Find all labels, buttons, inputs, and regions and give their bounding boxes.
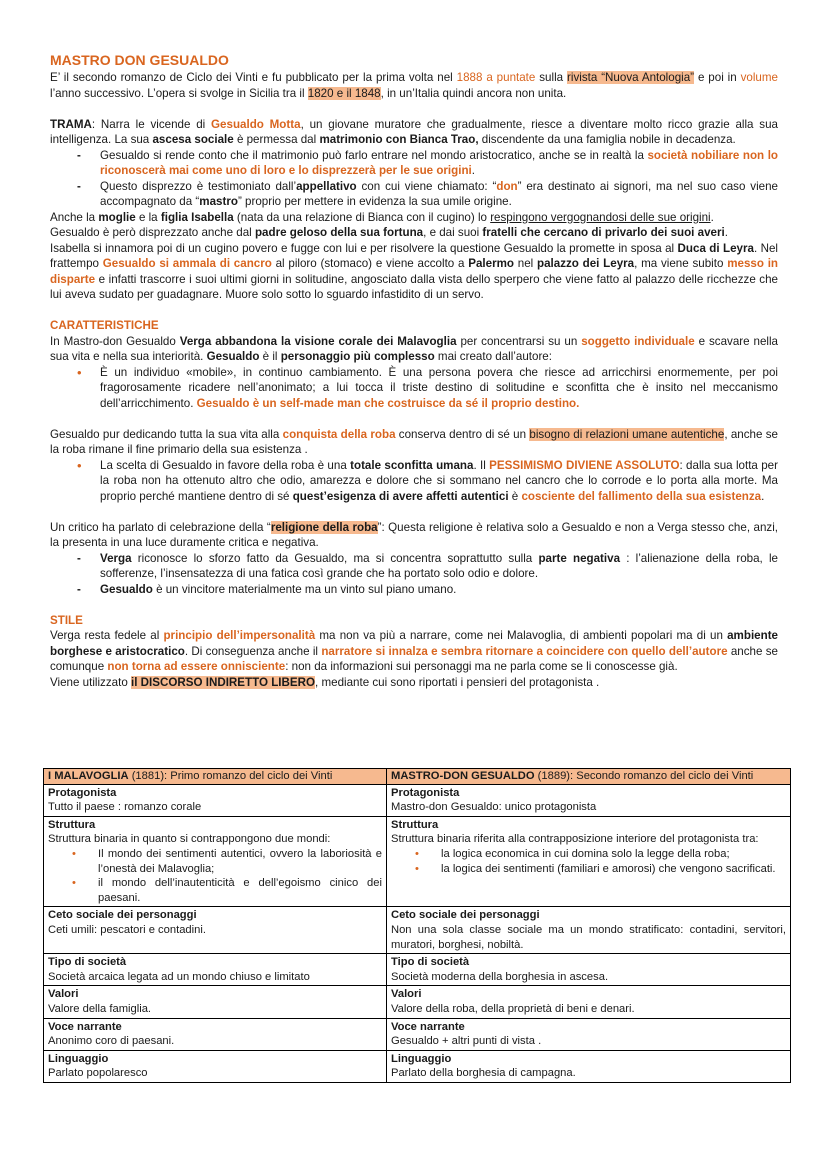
- table-cell: [387, 1018, 791, 1050]
- cell-list: [391, 847, 786, 876]
- caratteristiche-paragraph: [50, 520, 778, 551]
- bold-text: personaggio più complesso: [280, 350, 435, 363]
- highlight: non torna ad essere onnisciente: [107, 660, 286, 673]
- intro-text: sulla: [535, 71, 568, 84]
- table-cell: [44, 784, 387, 816]
- table-row: [44, 907, 791, 954]
- cell-text: Mastro-don Gesualdo: unico protagonista: [391, 801, 597, 814]
- trama-label: TRAMA: [50, 117, 92, 131]
- trama-bullet-list: [50, 148, 778, 210]
- table-header-right: [387, 769, 791, 785]
- table-header-left: [44, 769, 387, 785]
- intro-text: e poi in: [694, 71, 741, 84]
- intro-paragraph: [50, 70, 778, 101]
- highlight: società nobiliare non lo riconoscerà mai come uno di loro e lo disprezzerà per le sue origini: [100, 148, 778, 177]
- row-label: Ceto sociale dei personaggi: [391, 909, 540, 922]
- highlight: conquista della roba: [282, 427, 396, 441]
- table-row: [44, 1018, 791, 1050]
- table-cell: [44, 816, 387, 907]
- cell-text: Valore della famiglia.: [48, 1002, 152, 1015]
- caratteristiche-bullet: [50, 365, 778, 412]
- cell-text: Ceti umili: pescatori e contadini.: [48, 923, 206, 936]
- text: : Narra le vicende di: [91, 117, 212, 131]
- highlight: il DISCORSO INDIRETTO LIBERO: [131, 675, 316, 689]
- cell-text: Struttura binaria in quanto si contrappongono due mondi:: [48, 833, 331, 846]
- intro-volume-highlight: volume: [740, 71, 778, 84]
- caratteristiche-bullet-list: [50, 365, 778, 412]
- row-label: Struttura: [48, 818, 96, 831]
- text: , anche se la roba rimane il fine primario della sua esistenza .: [50, 427, 778, 456]
- intro-text: , in un’Italia quindi ancora non unita.: [380, 86, 567, 100]
- table-cell: [44, 954, 387, 986]
- row-label: Voce narrante: [48, 1020, 122, 1033]
- row-label: Ceto sociale dei personaggi: [48, 909, 197, 922]
- text: : non da informazioni sui personaggi ma ne parla come se li conoscesse già.: [285, 660, 678, 673]
- comparison-table: [43, 768, 791, 1083]
- cell-text: Valore della roba, della proprietà di beni e denari.: [391, 1002, 635, 1015]
- text: (1881): Primo romanzo del ciclo dei Vinti: [128, 770, 333, 782]
- text: riconosce lo sforzo fatto da Gesualdo, ma si concentra soprattutto sulla: [131, 551, 539, 565]
- text: Questo disprezzo è testimoniato dall’: [100, 179, 297, 193]
- bold-text: ambiente borghese e aristocratico: [50, 629, 779, 658]
- cell-text: Parlato della borghesia di campagna.: [391, 1067, 576, 1080]
- text: , e dai suoi: [423, 226, 483, 239]
- caratteristiche-bullet-list: [50, 458, 778, 505]
- intro-date-highlight: 1888 a puntate: [456, 71, 536, 84]
- text: . Di conseguenza anche il: [184, 644, 322, 658]
- text: In Mastro-don Gesualdo: [50, 334, 180, 348]
- highlight: principio dell’impersonalità: [163, 629, 316, 642]
- text: è: [508, 489, 522, 503]
- cell-text: Parlato popolaresco: [48, 1067, 148, 1080]
- table-cell: [44, 1050, 387, 1082]
- cell-text: Non una sola classe sociale ma un mondo stratificato: contadini, servitori, muratori, borghesi, nobiltà.: [391, 923, 786, 951]
- bold-text: I MALAVOGLIA: [48, 770, 129, 782]
- text: , mediante cui sono riportati i pensieri del protagonista .: [315, 675, 600, 689]
- intro-text: E’ il secondo romanzo de Ciclo dei Vinti e fu pubblicato per la prima volta nel: [50, 71, 457, 84]
- text: ” proprio per mettere in evidenza la sua umile origine.: [237, 195, 512, 208]
- row-label: Protagonista: [48, 786, 117, 799]
- highlight: narratore si innalza e sembra ritornare a coincidere con quello dell’autore: [321, 644, 728, 658]
- text: La scelta di Gesualdo in favore della roba è una: [100, 458, 351, 472]
- trama-paragraph: [50, 210, 778, 226]
- table-cell: [387, 816, 791, 907]
- highlight: cosciente del fallimento della sua esistenza: [521, 489, 762, 503]
- bold-text: Duca di Leyra: [677, 241, 754, 255]
- cell-text: Struttura binaria riferita alla contrapposizione interiore del protagonista tra:: [391, 833, 759, 846]
- row-label: Valori: [48, 988, 79, 1001]
- table-cell: [44, 1018, 387, 1050]
- row-label: Valori: [391, 988, 422, 1001]
- text: , un giovane muratore che gradualmente, riesce a diventare molto ricco grazie alla sua intelligenza. La sua: [50, 117, 778, 146]
- intro-text: l’anno successivo. L’opera si svolge in Sicilia tra il: [50, 86, 308, 100]
- highlight: Gesualdo è un self-made man che costruisce da sé il proprio destino.: [196, 396, 580, 410]
- text: Anche la: [50, 210, 99, 224]
- trama-bullet: [50, 179, 778, 210]
- text: e scavare nella sua vita e nella sua interiorità.: [50, 334, 778, 363]
- trama-paragraph: [50, 225, 778, 241]
- document-page: [50, 52, 778, 690]
- highlight: don: [496, 179, 518, 193]
- cell-text: Tutto il paese : romanzo corale: [48, 801, 202, 814]
- text: anche se comunque: [50, 644, 778, 673]
- cell-text: Società moderna della borghesia in ascesa.: [391, 970, 609, 983]
- bold-text: Palermo: [468, 257, 514, 270]
- text: È un individuo «mobile», in continuo cambiamento. È una persona povera che riesce ad arricchirsi enormemente, per poi fragorosamente ricadere nell’anonimato; a lui tocca il triste destino di solitudine e sconfitta che è insito nel meccanismo dell’arricchimento.: [100, 365, 778, 410]
- bold-text: mastro: [199, 195, 238, 208]
- table-row: [44, 986, 791, 1018]
- table-row: [44, 784, 791, 816]
- caratteristiche-paragraph: [50, 334, 778, 365]
- text: è il: [259, 350, 281, 363]
- bold-text: parte negativa: [538, 551, 621, 565]
- cell-text: Società arcaica legata ad un mondo chiuso e limitato: [48, 970, 310, 983]
- highlight: religione della roba: [270, 520, 378, 534]
- caratteristiche-dash-list: [50, 551, 778, 598]
- intro-magazine-highlight: rivista “Nuova Antologia”: [567, 71, 695, 84]
- bold-text: Gesualdo: [206, 350, 260, 363]
- row-label: Tipo di società: [391, 956, 470, 969]
- text: conserva dentro di sé un: [395, 427, 530, 441]
- table-cell: [44, 986, 387, 1018]
- text: nel: [514, 257, 538, 270]
- highlight: soggetto individuale: [581, 334, 695, 348]
- text: e infatti trascorre i suoi ultimi giorni in solitudine, angosciato dalla vista dello sperpero che viene fatto al palazzo delle ricchezze che lui aveva sudato per guadagnare. Muore solo sotto lo sguardo infastidito di un servo.: [50, 272, 778, 301]
- text: ” era destinato ai signori, ma nel suo caso viene accompagnato da “: [100, 179, 778, 208]
- underlined-text: respingono vergognandosi delle sue origini: [490, 210, 711, 224]
- text: per concentrarsi su un: [456, 334, 582, 348]
- list-item: • la logica dei sentimenti (familiari e amorosi) che vengono sacrificati.: [391, 862, 786, 877]
- highlight: messo in disparte: [50, 257, 778, 286]
- stile-paragraph: [50, 628, 778, 675]
- text: .: [710, 210, 714, 224]
- cell-list: [48, 847, 382, 905]
- text: Verga resta fedele al: [50, 629, 164, 642]
- table-cell: [387, 986, 791, 1018]
- text: (nata da una relazione di Bianca con il cugino) lo: [233, 210, 491, 224]
- text: .: [724, 226, 728, 239]
- bold-text: quest’esigenza di avere affetti autentici: [292, 489, 509, 503]
- cell-text: Anonimo coro di paesani.: [48, 1035, 175, 1048]
- row-label: Voce narrante: [391, 1020, 465, 1033]
- text: ”: Questa religione è relativa solo a Gesualdo e non a Verga stesso che, anzi, la presenta in una luce duramente critica e negativa.: [50, 520, 778, 549]
- table-cell: [387, 907, 791, 954]
- text: Gesualdo è però disprezzato anche dal: [50, 226, 255, 239]
- caratteristiche-dash-item: [50, 582, 778, 598]
- text: Viene utilizzato: [50, 675, 131, 689]
- row-label: Struttura: [391, 818, 439, 831]
- bold-text: MASTRO-DON GESUALDO: [391, 770, 535, 782]
- bold-text: Verga abbandona la visione corale dei Malavoglia: [179, 334, 457, 348]
- text: Isabella si innamora poi di un cugino povero e fugge con lui e per risolvere la questione Gesualdo la promette in sposa al: [50, 241, 678, 255]
- text: ma non va più a narrare, come nei Malavoglia, di ambienti popolari ma di un: [315, 629, 728, 642]
- cell-text: Gesualdo + altri punti di vista .: [391, 1035, 542, 1048]
- bold-text: totale sconfitta umana: [350, 458, 474, 472]
- text: : l’alienazione della roba, le sofferenze, l’insensatezza di una fatica così grande che ha portato solo odio e dolore.: [100, 551, 778, 580]
- table-cell: [44, 907, 387, 954]
- text: . Il: [473, 458, 490, 472]
- trama-paragraph: [50, 241, 778, 303]
- text: e la: [135, 210, 161, 224]
- trama-bullet: [50, 148, 778, 179]
- row-label: Linguaggio: [391, 1052, 452, 1065]
- text: è permessa dal: [233, 133, 320, 146]
- text: mai creato dall’autore:: [434, 350, 552, 363]
- text: .: [471, 164, 475, 177]
- stile-heading: STILE: [50, 613, 83, 627]
- stile-paragraph: [50, 675, 778, 691]
- text: con cui viene chiamato: “: [356, 179, 497, 193]
- list-item: • la logica economica in cui domina solo la legge della roba;: [391, 847, 786, 862]
- text: .: [761, 489, 765, 503]
- text: discendente da una famiglia nobile in decadenza.: [478, 133, 736, 146]
- caratteristiche-paragraph: [50, 427, 778, 458]
- bold-text: matrimonio con Bianca Trao,: [319, 133, 479, 146]
- bold-text: fratelli che cercano di privarlo dei suoi averi: [482, 226, 725, 239]
- document-title: MASTRO DON GESUALDO: [50, 52, 229, 68]
- highlight: bisogno di relazioni umane autentiche: [529, 427, 725, 441]
- text: Gesualdo pur dedicando tutta la sua vita alla: [50, 427, 283, 441]
- highlight: Gesualdo Motta: [211, 117, 301, 131]
- highlight: PESSIMISMO DIVIENE ASSOLUTO: [489, 458, 680, 472]
- table-header-row: [44, 769, 791, 785]
- trama-paragraph: [50, 117, 778, 148]
- text: : dalla sua lotta per la roba non ha ottenuto altro che odio, amarezza e dolore che si sommano nel cancro che lo corrode e lo porta alla morte. Ma proprio perché mantiene dentro di sé: [100, 458, 778, 503]
- intro-years-highlight: 1820 e il 1848: [307, 86, 381, 100]
- row-label: Protagonista: [391, 786, 460, 799]
- caratteristiche-dash-item: [50, 551, 778, 582]
- bold-text: Verga: [100, 551, 132, 565]
- caratteristiche-bullet: [50, 458, 778, 505]
- bold-text: Gesualdo: [100, 582, 153, 596]
- bold-text: appellativo: [296, 179, 357, 193]
- list-item: • il mondo dell’inautenticità e dell’egoismo cinico dei paesani.: [48, 876, 382, 905]
- row-label: Linguaggio: [48, 1052, 109, 1065]
- bold-text: moglie: [98, 210, 136, 224]
- table-cell: [387, 954, 791, 986]
- bold-text: palazzo dei Leyra: [537, 257, 635, 270]
- table-row: [44, 816, 791, 907]
- bold-text: ascesa sociale: [152, 133, 234, 146]
- table-row: [44, 954, 791, 986]
- table-cell: [387, 1050, 791, 1082]
- row-label: Tipo di società: [48, 956, 127, 969]
- text: Un critico ha parlato di celebrazione della “: [50, 520, 271, 534]
- text: è un vincitore materialmente ma un vinto sul piano umano.: [152, 582, 457, 596]
- caratteristiche-heading: CARATTERISTICHE: [50, 319, 159, 332]
- text: , ma viene subito: [634, 257, 728, 270]
- bold-text: padre geloso della sua fortuna: [254, 226, 424, 239]
- table-row: [44, 1050, 791, 1082]
- text: al piloro (stomaco) e viene accolto a: [271, 257, 469, 270]
- list-item: • Il mondo dei sentimenti autentici, ovvero la laboriosità e l’onestà dei Malavoglia;: [48, 847, 382, 876]
- text: . Nel frattempo: [50, 241, 778, 270]
- text: (1889): Secondo romanzo del ciclo dei Vinti: [534, 770, 754, 782]
- bold-text: figlia Isabella: [160, 210, 234, 224]
- table-cell: [387, 784, 791, 816]
- text: Gesualdo si rende conto che il matrimonio può farlo entrare nel mondo aristocratico, anche se in realtà la: [100, 148, 648, 162]
- highlight: Gesualdo si ammala di cancro: [102, 257, 272, 270]
